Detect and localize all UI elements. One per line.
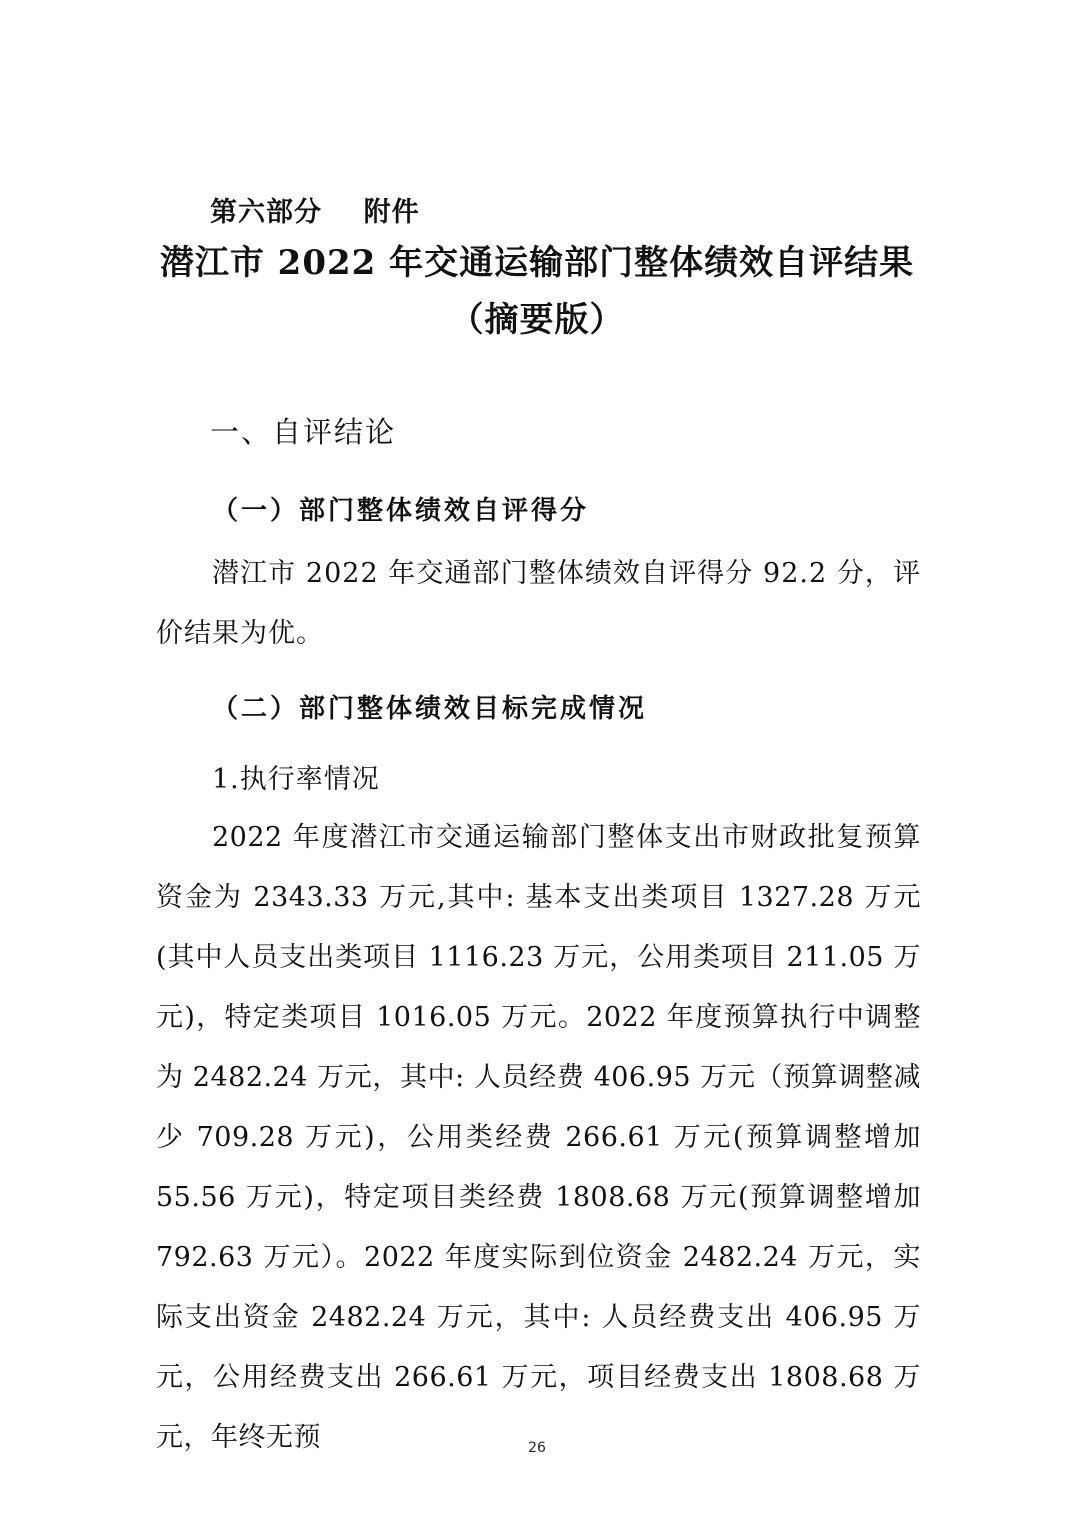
document-title: 潜江市 2022 年交通运输部门整体绩效自评结果 (159, 243, 915, 283)
item-heading-execution-rate: 1.执行率情况 (212, 764, 380, 795)
part-label: 第六部分 附件 (210, 197, 420, 228)
subsection-heading-score: （一）部门整体绩效自评得分 (212, 496, 590, 526)
section-heading-conclusion: 一、自评结论 (210, 415, 397, 449)
execution-rate-paragraph: 2022 年度潜江市交通运输部门整体支出市财政批复预算资金为 2343.33 万元,其中: 基本支出类项目 1327.28 万元(其中人员支出类项目 1116.23 万元，公用类项目 211.05 万元)，特定类项目 1016.05 万元。2022 年度预算执行中调整为 2482.24 万元，其中: 人员经费 406.95 万元（预算调整减少 709.28 万元)，公用类经费 266.61 万元(预算调整增加 55.56 万元)，特定项目类经费 1808.68 万元(预算调整增加 792.63 万元）。2022 年度实际到位资金 2482.24 万元，实际支出资金 2482.24 万元，其中: 人员经费支出 406.95 万元，公用经费支出 266.61 万元，项目经费支出 1808.68 万元，年终无预 (156, 822, 921, 1453)
page-number: 26 (528, 1440, 546, 1456)
subsection-heading-goals: （二）部门整体绩效目标完成情况 (212, 694, 648, 724)
score-paragraph: 潜江市 2022 年交通部门整体绩效自评得分 92.2 分，评价结果为优。 (156, 558, 921, 649)
document-subtitle: （摘要版） (449, 300, 625, 340)
